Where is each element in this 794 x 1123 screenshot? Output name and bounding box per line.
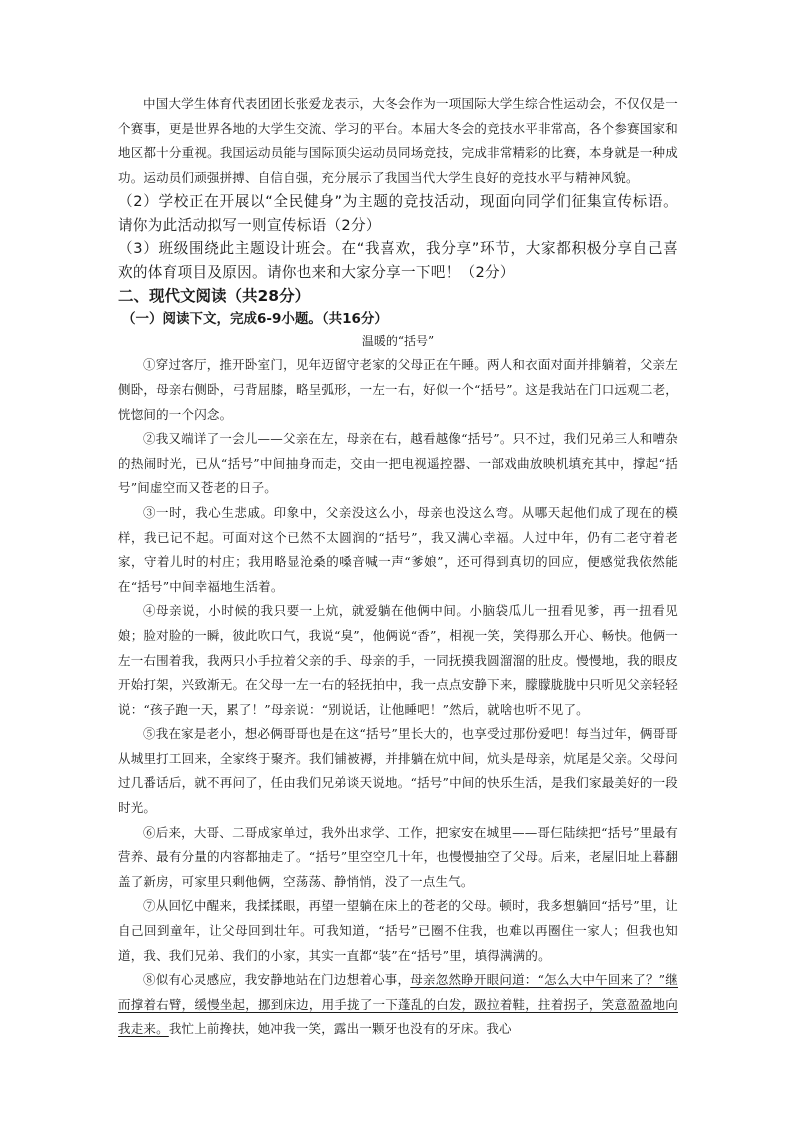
- article-paragraph-7: ⑦从回忆中醒来，我揉揉眼，再望一望躺在床上的苍老的父母。顿时，我多想躺回“括号”里，让自己回到童年，让父母回到壮年。可我知道，“括号”已圈不住我，也难以再圈住一家人；但我也知道，我、我们兄弟、我们的小家，其实一直都“装”在“括号”里，填得满满的。: [118, 898, 678, 963]
- sub-heading: （一）阅读下文，完成6-9小题。（共16分）: [122, 311, 388, 328]
- p8-end-text: 我忙上前搀扶，她冲我一笑，露出一颗牙也没有的牙床。我心: [168, 1021, 512, 1037]
- document-page: [118, 92, 678, 1042]
- article-paragraph-3: ③一时，我心生悲戚。印象中，父亲没这么小，母亲也没这么弯。从哪天起他们成了现在的模样，我已记不起。可面对这个已然不太圆润的“括号”，我又满心幸福。人过中年，仍有二老守着老家，守着儿时的村庄；我用略显沧桑的嗓音喊一声“爹娘”，还可得到真切的回应，便感觉我依然能在“括号”中间幸福地生活着。: [118, 504, 678, 594]
- question-2: （2）学校正在开展以“全民健身”为主题的竞技活动，现面向同学们征集宣传标语。请你为此活动拟写一则宣传标语（2分）: [118, 193, 678, 234]
- article-paragraph-4: ④母亲说，小时候的我只要一上炕，就爱躺在他俩中间。小脑袋瓜儿一扭看见爹，再一扭看见娘；脸对脸的一瞬，彼此吹口气，我说“臭”，他俩说“香”，相视一笑，笑得那么开心、畅快。他俩一左一右围着我，我两只小手拉着父亲的手、母亲的手，一同抚摸我圆溜溜的肚皮。慢慢地，我的眼皮开始打架，兴致渐无。在父母一左一右的轻抚拍中，我一点点安静下来，朦朦胧胧中只听见父亲轻轻说：“孩子跑一天，累了！”母亲说：“别说话，让他睡吧！”然后，就啥也听不见了。: [118, 603, 678, 717]
- article-paragraph-6: ⑥后来，大哥、二哥成家单过，我外出求学、工作，把家安在城里——哥仨陆续把“括号”里最有营养、最有分量的内容都抽走了。“括号”里空空几十年，也慢慢抽空了父母。后来，老屋旧址上暮翻盖了新房，可家里只剩他俩，空荡荡、静悄悄，没了一点生气。: [118, 824, 678, 889]
- question-3: （3）班级围绕此主题设计班会。在“我喜欢，我分享”环节，大家都积极分享自己喜欢的体育项目及原因。请你也来和大家分享一下吧！（2分）: [118, 240, 678, 281]
- p8-underlined-text: 母亲忽然睁开眼问道：“怎么大中午回来了？”继而撑着右臂，缓慢坐起，挪到床边，用手拢了一下蓬乱的白发，趿拉着鞋，拄着拐子，笑意盈盈地向我走来。: [118, 972, 679, 1037]
- article-paragraph-1: ①穿过客厅，推开卧室门，见年迈留守老家的父母正在午睡。两人和衣面对面并排躺着，父亲左侧卧，母亲右侧卧，弓背屈膝，略呈弧形，一左一右，好似一个“括号”。这是我站在门口远观二老，恍惚间的一个闪念。: [118, 357, 678, 422]
- p8-start-text: ⑧似有心灵感应，我安静地站在门边想着心事，: [143, 972, 411, 988]
- intro-paragraph: 中国大学生体育代表团团长张爱龙表示，大冬会作为一项国际大学生综合性运动会，不仅仅是一个赛事，更是世界各地的大学生交流、学习的平台。本届大冬会的竞技水平非常高，各个参赛国家和地区都十分重视。我国运动员能与国际顶尖运动员同场竞技，完成非常精彩的比赛，本身就是一种成功。运动员们顽强拼搏、自信自强，充分展示了我国当代大学生良好的竞技水平与精神风貌。: [118, 96, 678, 185]
- article-title: 温暖的“括号”: [361, 334, 435, 349]
- section-heading: 二、现代文阅读（共28分）: [118, 287, 311, 306]
- article-paragraph-5: ⑤我在家是老小，想必俩哥哥也是在这“括号”里长大的，也享受过那份爱吧！每当过年，俩哥哥从城里打工回来，全家终于聚齐。我们铺被褥，并排躺在炕中间，炕头是母亲，炕尾是父亲。父母问过几番话后，就不再问了，任由我们兄弟谈天说地。“括号”中间的快乐生活，是我们家最美好的一段时光。: [118, 726, 678, 816]
- article-paragraph-8: [118, 968, 678, 1042]
- article-paragraph-2: ②我又端详了一会儿——父亲在左，母亲在右，越看越像“括号”。只不过，我们兄弟三人和嘈杂的热闹时光，已从“括号”中间抽身而走，交由一把电视遥控器、一部戏曲放映机填充其中，撑起“括号”间虚空而又苍老的日子。: [118, 431, 678, 496]
